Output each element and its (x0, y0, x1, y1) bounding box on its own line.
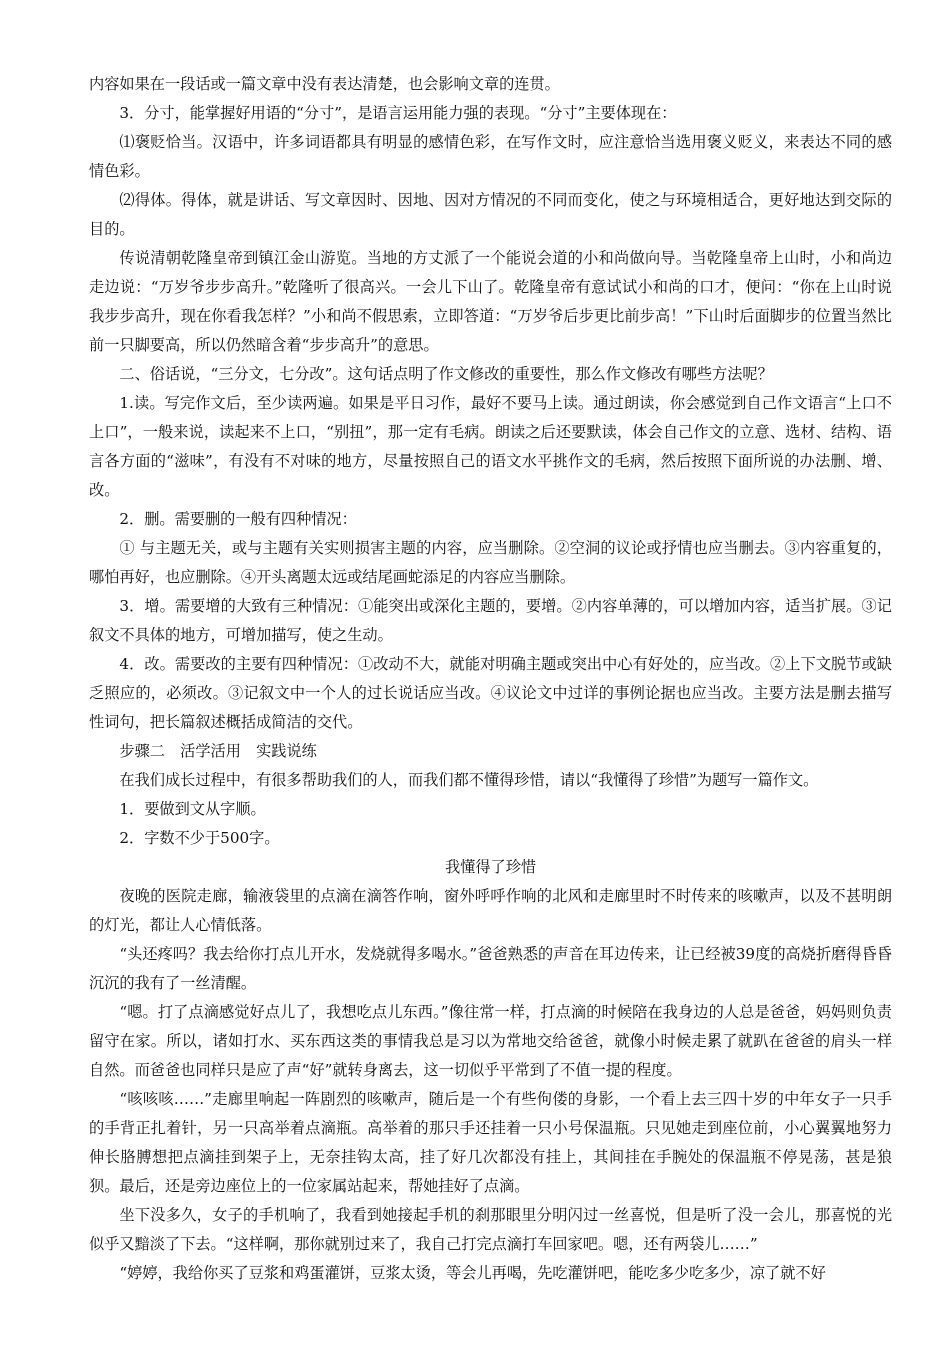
paragraph: 传说清朝乾隆皇帝到镇江金山游览。当地的方丈派了一个能说会道的小和尚做向导。当乾隆皇帝上山时，小和尚边走边说：“万岁爷步步高升。”乾隆听了很高兴。一会儿下山了。乾隆皇帝有意试试小和尚的口才，便问：“你在上山时说我步步高升，现在你看我怎样？”小和尚不假思索，立即答道：“万岁爷后步更比前步高！”下山时后面脚步的位置当然比前一只脚要高，所以仍然暗含着“步步高升”的意思。 (89, 249, 892, 354)
paragraph: “头还疼吗？我去给你打点儿开水，发烧就得多喝水。”爸爸熟悉的声音在耳边传来，让已经被39度的高烧折磨得昏昏沉沉的我有了一丝清醒。 (89, 945, 892, 992)
paragraph: 1.读。写完作文后，至少读两遍。如果是平日习作，最好不要马上读。通过朗读，你会感觉到自己作文语言“上口不上口”，一般来说，读起来不上口，“别扭”，那一定有毛病。朗读之后还要默读，体会自己作文的立意、选材、结构、语言各方面的“滋味”，有没有不对味的地方，尽量按照自己的语文水平挑作文的毛病，然后按照下面所说的办法删、增、改。 (89, 394, 892, 499)
paragraph: “嗯。打了点滴感觉好点儿了，我想吃点儿东西。”像往常一样，打点滴的时候陪在我身边的人总是爸爸，妈妈则负责留守在家。所以，诸如打水、买东西这类的事情我总是习以为常地交给爸爸，就像小时候走累了就趴在爸爸的肩头一样自然。而爸爸也同样只是应了声“好”就转身离去，这一切似乎平常到了不值一提的程度。 (89, 1003, 892, 1079)
paragraph: 二、俗话说，“三分文，七分改”。这句话点明了作文修改的重要性，那么作文修改有哪些方法呢？ (119, 365, 773, 383)
essay-title: 我懂得了珍惜 (444, 858, 537, 876)
paragraph: ⑴褒贬恰当。汉语中，许多词语都具有明显的感情色彩，在写作文时，应注意恰当选用褒义贬义，来表达不同的感情色彩。 (89, 133, 892, 180)
paragraph: 1．要做到文从字顺。 (119, 800, 266, 818)
paragraph: “咳咳咳……”走廊里响起一阵剧烈的咳嗽声，随后是一个有些佝偻的身影，一个看上去三四十岁的中年女子一只手的手背正扎着针，另一只高举着点滴瓶。高举着的那只手还挂着一只小号保温瓶。只见她走到座位前，小心翼翼地努力伸长胳膊想把点滴挂到架子上，无奈挂钩太高，挂了好几次都没有挂上，其间挂在手腕处的保温瓶不停晃荡，甚是狼狈。最后，还是旁边座位上的一位家属站起来，帮她挂好了点滴。 (89, 1090, 892, 1195)
paragraph: 3．增。需要增的大致有三种情况：①能突出或深化主题的，要增。②内容单薄的，可以增加内容，适当扩展。③记叙文不具体的地方，可增加描写，使之生动。 (89, 597, 892, 644)
paragraph: “婷婷，我给你买了豆浆和鸡蛋灌饼，豆浆太烫，等会儿再喝，先吃灌饼吧，能吃多少吃多少，凉了就不好 (119, 1264, 826, 1282)
paragraph: 2．删。需要删的一般有四种情况： (119, 510, 357, 528)
paragraph: 步骤二 活学活用 实践说练 (119, 742, 317, 760)
paragraph: 3．分寸，能掌握好用语的“分寸”，是语言运用能力强的表现。“分寸”主要体现在： (119, 104, 677, 122)
paragraph: 4．改。需要改的主要有四种情况：①改动不大，就能对明确主题或突出中心有好处的，应当改。②上下文脱节或缺乏照应的，必须改。③记叙文中一个人的过长说话应当改。④议论文中过详的事例论据也应当改。主要方法是删去描写性词句，把长篇叙述概括成简洁的交代。 (89, 655, 892, 731)
paragraph: 夜晚的医院走廊，输液袋里的点滴在滴答作响，窗外呼呼作响的北风和走廊里时不时传来的咳嗽声，以及不甚明朗的灯光，都让人心情低落。 (89, 887, 892, 934)
paragraph: 坐下没多久，女子的手机响了，我看到她接起手机的刹那眼里分明闪过一丝喜悦，但是听了没一会儿，那喜悦的光似乎又黯淡了下去。“这样啊，那你就别过来了，我自己打完点滴打车回家吧。嗯，还有两袋儿……” (89, 1206, 892, 1253)
paragraph: 2．字数不少于500字。 (119, 829, 280, 847)
paragraph: 内容如果在一段话或一篇文章中没有表达清楚，也会影响文章的连贯。 (89, 75, 560, 93)
paragraph: ⑵得体。得体，就是讲话、写文章因时、因地、因对方情况的不同而变化，使之与环境相适合，更好地达到交际的目的。 (89, 191, 892, 238)
paragraph: 在我们成长过程中，有很多帮助我们的人，而我们都不懂得珍惜，请以“我懂得了珍惜”为题写一篇作文。 (119, 771, 819, 789)
document-page (89, 70, 892, 1288)
paragraph: ① 与主题无关，或与主题有关实则损害主题的内容，应当删除。②空洞的议论或抒情也应当删去。③内容重复的，哪怕再好，也应删除。④开头离题太远或结尾画蛇添足的内容应当删除。 (89, 539, 892, 586)
